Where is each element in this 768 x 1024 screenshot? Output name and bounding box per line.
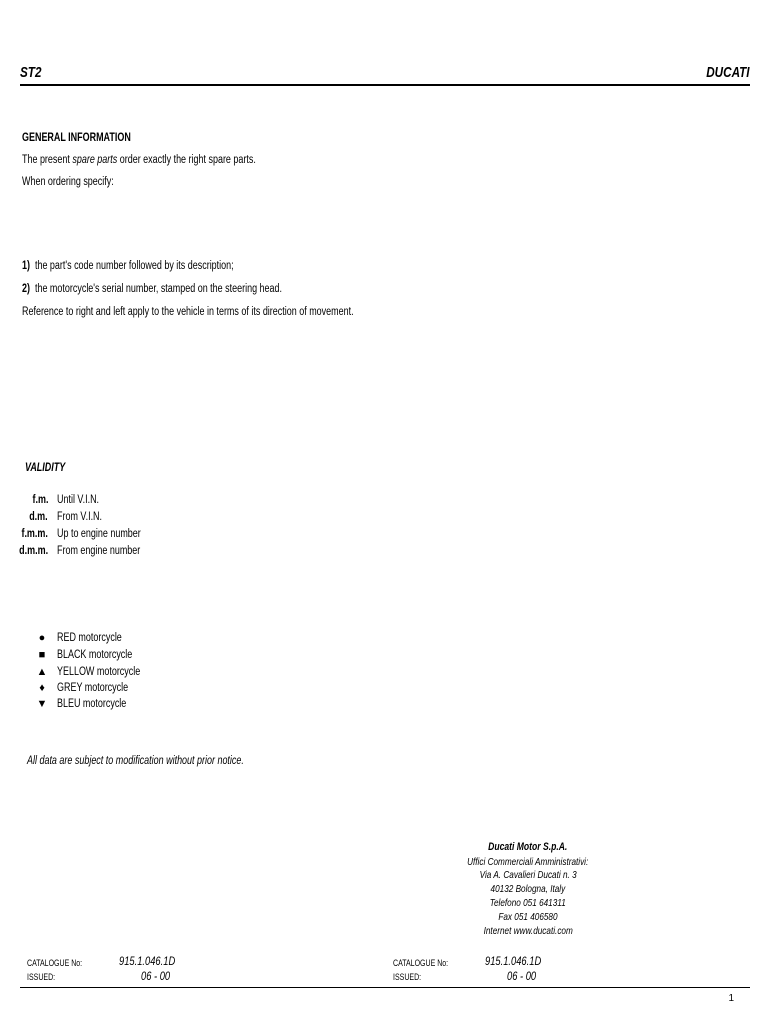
issued-label-right: ISSUED: — [393, 972, 422, 982]
issued-date-right: 06 - 00 — [507, 969, 537, 983]
modification-notice: All data are subject to modification without prior notice. — [27, 755, 244, 767]
issued-label-left: ISSUED: — [27, 972, 56, 982]
page-number: 1 — [728, 993, 734, 1004]
validity-code: d.m.m. — [19, 545, 48, 557]
catalogue-number-right: 915.1.046.1D — [485, 954, 542, 968]
validity-desc: Up to engine number — [57, 528, 141, 540]
company-address-line: Uffici Commerciali Amministrativi: — [467, 856, 589, 868]
instruction-item-1: 1) the part's code number followed by its description; — [22, 260, 234, 272]
legend-label: YELLOW motorcycle — [57, 666, 141, 678]
square-icon: ■ — [38, 649, 46, 661]
circle-icon: ● — [38, 632, 46, 644]
triangle-up-icon: ▲ — [36, 666, 48, 678]
validity-code: f.m.m. — [21, 528, 48, 540]
triangle-down-icon: ▼ — [36, 698, 48, 710]
legend-label: RED motorcycle — [57, 632, 122, 644]
legend-label: GREY motorcycle — [57, 682, 129, 694]
instruction-item-2: 2) the motorcycle's serial number, stamped on the steering head. — [22, 283, 282, 295]
validity-code: d.m. — [29, 511, 48, 523]
general-info-heading: GENERAL INFORMATION — [22, 132, 131, 144]
legend-label: BLACK motorcycle — [57, 649, 133, 661]
catalogue-label-left: CATALOGUE No: — [27, 958, 83, 968]
legend-label: BLEU motorcycle — [57, 698, 127, 710]
company-name: Ducati Motor S.p.A. — [488, 841, 568, 853]
brand-title: DUCATI — [706, 64, 750, 81]
general-info-line2: When ordering specify: — [22, 176, 114, 188]
header-rule — [20, 84, 750, 86]
issued-date-left: 06 - 00 — [141, 969, 171, 983]
company-address-line: 40132 Bologna, Italy — [490, 883, 566, 895]
general-info-line1: The present spare parts order exactly the right spare parts. — [22, 154, 256, 166]
company-address-line: Telefono 051 641311 — [489, 897, 567, 909]
validity-desc: From V.I.N. — [57, 511, 103, 523]
direction-note: Reference to right and left apply to the vehicle in terms of its direction of movement. — [22, 306, 354, 318]
catalogue-number-left: 915.1.046.1D — [119, 954, 176, 968]
company-address-line: Via A. Cavalieri Ducati n. 3 — [479, 869, 577, 881]
catalogue-label-right: CATALOGUE No: — [393, 958, 449, 968]
company-address-line: Fax 051 406580 — [498, 911, 558, 923]
diamond-icon: ♦ — [39, 682, 45, 694]
validity-desc: From engine number — [57, 545, 141, 557]
company-website: Internet www.ducati.com — [483, 925, 573, 937]
validity-heading: VALIDITY — [25, 462, 66, 474]
validity-desc: Until V.I.N. — [57, 494, 100, 506]
validity-code: f.m. — [32, 494, 48, 506]
footer-rule — [20, 987, 750, 988]
model-title: ST2 — [20, 64, 42, 81]
